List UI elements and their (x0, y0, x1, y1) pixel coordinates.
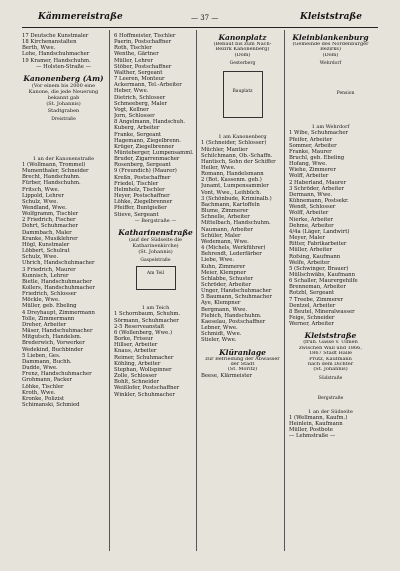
entry-line: Dietrich, Schlosser (114, 94, 166, 101)
entry-line: Ritter, Fabrikarbeiter (289, 241, 347, 248)
entry-line: Zolle, Schlosser (114, 373, 157, 380)
entry-line: Bohlt, Schneider (114, 379, 159, 386)
entry-line: 3 Friedrich, Maurer (22, 266, 76, 273)
street-info: Bezirk Kanonenberg) (215, 47, 270, 53)
location-sketch (289, 376, 372, 406)
entry-line: Meier, Klempner (201, 269, 246, 276)
entry-line: Dreher, Arbeiter (22, 321, 67, 328)
location-sketch (289, 61, 372, 121)
entry-line: Meyer, Maler (289, 235, 325, 242)
entry-line: 3 Schröder, Arbeiter (289, 185, 344, 192)
entry-line: Roth, Tischler (114, 45, 152, 52)
entry-line: 4 Dreyhaupt, Zimmermann (22, 309, 95, 316)
entry-line: Borke, Friseur (114, 336, 154, 343)
entry-line: Wenthe, Gärtner (114, 51, 159, 58)
entry-line: Werner, Arbeiter (289, 321, 334, 328)
entry-line: 3 (Schönbude, Kriminalb.) (201, 195, 272, 202)
entry-line: Bachmann, Kartoffeln (201, 201, 260, 208)
street-info: (Vor einem bis 2000 eine (31, 82, 96, 89)
entry-line: Stephan, Wollspinner (114, 366, 172, 373)
entry-line: Unger, Handschuhmacher (201, 288, 272, 295)
column-4 (289, 33, 372, 440)
entry-line: Kunnisch, Lehrer (22, 272, 69, 279)
entry-line: Wolfgramm, Tischler (22, 211, 79, 218)
entry-line: 1 (Schneider, Schlosser) (201, 140, 267, 147)
entry-line: Kuhn, Zimmerer (201, 263, 246, 270)
entry-line: Müllschwäbs, Kaufmann (289, 271, 355, 278)
entry-line: Ackermann, Tel.-Arbeiter (114, 82, 182, 89)
entry-line: Helmholz, Tischler (114, 186, 165, 193)
street-title-katharinenstrasse: Katharinenstraße (118, 227, 193, 237)
entry-line: Behrendt, Lederfärber (201, 251, 262, 258)
entry-line: Mumenthaler, Schneider (22, 168, 89, 175)
entry-line: 6 (Wollenberg, Wwe.) (114, 329, 173, 336)
sketch-text: Bauplatz (232, 89, 253, 95)
entry-line: Vogt, Kellner (114, 106, 149, 113)
entry-line: Liebe, Wwe. (201, 257, 235, 264)
header-rule (22, 27, 378, 28)
entry-line: 5 (Schwinger, Brauer) (289, 265, 349, 272)
entry-line: Vont, Wwe., Leihbüch. (201, 189, 262, 196)
cross-street-note: — Bergstraße — (134, 217, 177, 224)
entry-line: Mäser, Handschuhmacher (22, 328, 93, 335)
entry-line: Müchler, Mantier (201, 146, 248, 153)
entry-line: Müller, Arbeiter (289, 247, 333, 254)
entry-line: 8 Beutel, Mineralwasser (289, 308, 355, 315)
entry-line: Heyer, Postschaffner (114, 193, 170, 200)
entry-line: Sommer, Arbeiter (289, 142, 337, 149)
entry-line: — Lehmstraße — (289, 433, 336, 440)
entry-line: Rosenberg, Sergeant (114, 162, 171, 169)
entry-line: Paerin, Postschaffner (114, 39, 172, 46)
entry-line: Reimer, Schuhmacher (114, 354, 174, 361)
page-header (0, 14, 400, 26)
sketch-text: Pension (336, 91, 355, 97)
street-info: Stadtgraben (47, 107, 80, 114)
sketch-label: Dreistraße (51, 116, 76, 122)
sketch-label: Wehrdorf (319, 61, 342, 67)
street-info: (St. Johannis) (313, 367, 348, 373)
sketch-text: Am Teil (146, 271, 165, 277)
street-info: nach dem Dichter (307, 362, 354, 367)
entry-line: Schimanski, Schmied (22, 401, 80, 408)
entry-line: Wedemann, Wwe. (201, 238, 249, 245)
entry-line: 2 (Bot. Kassenm. geb.) (201, 177, 262, 184)
header-left-title: Kämmereistraße (38, 12, 123, 22)
entry-line: Dehme, Arbeiter (289, 222, 334, 229)
street-info: (St. Moritz) (227, 367, 258, 373)
cross-street-note: — Holsten-Straße — (36, 63, 91, 70)
entry-line: Högl, Kunstmaler (22, 241, 70, 248)
entry-line: Stieve, Sergeant (114, 211, 159, 218)
entry-line: Heber, Wwe. (114, 88, 149, 95)
entry-line: Uhrich, Handschuhmacher (22, 260, 95, 267)
entry-line: Müller, Lehrer (114, 57, 153, 64)
location-sketch (22, 117, 105, 153)
street-info: Bezirks) (320, 47, 341, 53)
entry-line: Heiler, Wwe. (201, 165, 236, 171)
entry-line: Berth, Wwe. (22, 45, 56, 52)
entry-line: Löbbert, Schulrat (22, 248, 70, 255)
street-info: Katharinenkirche) (132, 243, 179, 249)
entry-line: Pfeifer, Arbeiter (289, 136, 333, 143)
entry-line: 4 (Michels, Werkführer) (201, 245, 266, 252)
entry-line: 5 Lieben, Ges. (22, 352, 61, 359)
street-info: (Dom) (322, 52, 339, 58)
entry-line: 1 Schornbaum, Schuhm. (114, 311, 181, 318)
entry-line: Dudde, Wwe. (22, 365, 58, 372)
street-info: (St. Johannis) (46, 101, 81, 108)
entry-line: 1 (Wollmann, Trommel) (22, 161, 86, 168)
entry-line: Löhke, Tischler (22, 383, 64, 390)
location-sketch (114, 258, 197, 302)
entry-line: Hantisch, Sohn der Schiffer (201, 158, 276, 165)
column-divider (109, 30, 110, 551)
entry-line: Frenz, Handschuhmacher (22, 371, 92, 378)
street-title-kleiststrasse: Kleiststraße (304, 331, 357, 341)
sketch-box (136, 266, 176, 290)
entry-line: Wendland, Wwe. (22, 204, 67, 211)
entry-line: Junamt, Lumpensammler (201, 183, 269, 190)
entry-line: Krüger, Ziegelbrenner (114, 143, 175, 150)
entry-line: Dermann, Wwe. (289, 191, 333, 198)
street-info: (Gemeinde des Nordenburger (292, 42, 369, 47)
entry-line: Müller, geb. Ebeling (22, 303, 77, 310)
entry-line: Stieler, Wwe. (201, 337, 237, 344)
entry-line: Hillser, Arbeiter (114, 342, 158, 349)
entry-line: 2 Haberland, Maurer (289, 179, 347, 186)
entry-line: Schmeeberg, Maler (114, 100, 168, 107)
entry-line: Müller, Postbote (289, 427, 333, 434)
entry-line: Weißlofer, Postschaffner (114, 385, 180, 392)
column-divider (284, 30, 285, 551)
entry-line: Sörmann, Schuhmacher (114, 317, 179, 324)
entry-line: Kühnemann, Postsekr. (289, 198, 349, 205)
page-number: — 37 — (191, 14, 219, 22)
entry-line: Löhke, Ziegelbrenner (114, 199, 173, 206)
entry-line: Winkler, Schuhmacher (114, 391, 175, 398)
entry-line: 1 Wibe, Schuhmacher (289, 130, 349, 137)
entry-line: Brenneman, Arbeiter (289, 284, 346, 291)
street-info: bekannt gab (47, 95, 80, 102)
entry-line: 1 (Wellmann, Kaufm.) (289, 414, 348, 421)
entry-line: Hofang, Wwe. (289, 161, 327, 168)
street-info: (auf der Südseite die (128, 236, 183, 243)
entry-line: Schulz, Wwe. (22, 254, 59, 261)
entry-line: Schlabbe, Schuster (201, 275, 254, 282)
entry-line: Nierke, Arbeiter (289, 216, 334, 223)
entry-line: Aye, Klempner (201, 300, 241, 307)
street-info: (früh. Gasse v. Ulmen (303, 340, 358, 346)
entry-line: Kuberg, Arbeiter (114, 125, 160, 132)
entry-line: Dohrt, Schuhmacher (22, 223, 78, 230)
street-info: der Stadt (230, 361, 255, 367)
street-info: Prutz, Kaufmann (309, 356, 352, 362)
entry-line: Pfeiffer, Buntgießer (114, 205, 167, 212)
entry-line: Naumann, Arbeiter (201, 226, 253, 233)
street-info: Kanone, die jede Neuerung (28, 89, 99, 96)
column-2 (114, 33, 197, 398)
entry-line: Rotzbl, Sergeant (289, 290, 335, 297)
entry-line: 6 Hoffmeister, Tischler (114, 33, 176, 39)
entry-line: Dentzel, Arbeiter (289, 302, 336, 309)
entry-line: Rofsing, Kaufmann (289, 253, 341, 260)
entry-line: Bruchl, geb. Ebeling (289, 155, 345, 161)
entry-line: Bergmann, Wwe. (201, 306, 248, 313)
entry-line: Hagemann, Ziegelbrenn. (114, 137, 181, 144)
street-info: (Bebaut bis zum Nach- (213, 42, 272, 47)
entry-line: Friedrich, Schlosser (22, 291, 77, 298)
entry-line: Kranke, Musiklehrer (22, 235, 78, 242)
street-info: zur Befriedung der Abwässer (205, 356, 280, 362)
entry-line: Stöber, Postschaffner (114, 63, 172, 70)
entry-line: 18 Kirchenanstalten (22, 39, 77, 46)
entry-line: Heinlein, Kaufmann (289, 421, 343, 428)
entry-line: 5 Baumann, Schuhmacher (201, 294, 272, 301)
entry-line: Wendt, Schlosser (289, 204, 336, 211)
block-header: 1 an der Kanonenstraße (32, 155, 95, 162)
sketch-label: Gesterberg (229, 61, 256, 67)
column-1 (22, 33, 105, 408)
street-info: (Dom) (234, 52, 251, 58)
location-sketch (201, 61, 284, 131)
street-title-kanonplatz: Kanonplatz (218, 33, 267, 42)
entry-line: Schüler, Maler (201, 232, 241, 239)
entry-line: Münteberger, Lumpensamml. (114, 149, 194, 156)
entry-line: Schilchmann, Ob.-Schaffn. (201, 152, 273, 159)
entry-line: 8 Angelmann, Handschuh. (114, 119, 186, 126)
block-header: 1 an der Südseite (308, 408, 353, 415)
entry-line: Friedel, Tischler (114, 180, 159, 187)
entry-line: 7 Leeren, Monteur (114, 76, 165, 83)
entry-line: Fürber, Handschuhm. (22, 180, 81, 187)
entry-line: Bruder, Zigarrenmacher (114, 156, 180, 163)
entry-line: Kollers, Handschuhmacher (22, 285, 95, 291)
entry-line: Köhling, Arbeiter (114, 360, 161, 367)
entry-line: Brecht, Handschuhm. (22, 174, 81, 181)
street-title-kluranlage: Klüranlage (219, 347, 266, 357)
street-info: 1867 Stadt Halle (308, 351, 353, 357)
entry-line: 9 (Freundich) (Maurer) (114, 168, 177, 175)
entry-line: Wedekind, Buchbinder (22, 346, 83, 353)
entry-line: Schröder, Arbeiter (201, 281, 251, 288)
entry-line: Kreßn, Postschaffner (114, 174, 171, 181)
entry-line: Walther, Sergeant (114, 69, 163, 76)
entry-line: Mitgutsch, Handelsm. (22, 334, 82, 341)
entry-line: Schulz, Wwe. (22, 198, 59, 205)
entry-line: Franke, Maurer (289, 148, 332, 155)
entry-line: Kroth, Wwe. (22, 389, 56, 396)
entry-line: 6 Schaller, Maurergehilfe (289, 278, 358, 285)
entry-line: 17 Deutsche Kunstmaler (22, 33, 89, 39)
entry-line: Lebner, Wwe. (201, 325, 238, 332)
entry-line: Romann, Handelsmann (201, 171, 264, 178)
entry-line: Möckle, Wwe. (22, 297, 60, 304)
sketch-label: Südstraße (318, 375, 343, 381)
entry-line: Knaus, Arbeiter (114, 348, 157, 355)
entry-line: Wiehe, Zimmerer (289, 167, 336, 174)
street-info: (St. Johannis) (138, 249, 173, 256)
entry-line: Kronke, Polizist (22, 395, 65, 402)
block-header: 1 am Kanonenberg (218, 134, 267, 141)
entry-line: Schmidt, Wwe. (201, 331, 242, 338)
entry-line: Jorn, Schlosser (114, 113, 155, 120)
entry-line: Lippold, Lehrer (22, 192, 64, 199)
sketch-label: Gaspelstraße (140, 258, 171, 264)
entry-line: Dammann, Buchh. (22, 358, 72, 365)
entry-line: Welfe, Arbeiter (289, 259, 330, 266)
entry-line: Kaeselau, Postschaffner (201, 318, 266, 325)
entry-line: Fiebich, Handschuhm. (201, 312, 262, 319)
entry-line: Grohmann, Packer (22, 377, 73, 384)
street-title-kanonenberg: Kanonenberg (Am) (23, 73, 104, 83)
entry-line: Bietle, Handschuhmacher (22, 278, 92, 285)
block-header: 1 am Wehrdorf (311, 124, 350, 131)
entry-line: Fritsch, Wwe. (22, 186, 60, 193)
entry-line: Wolff, Arbeiter (289, 210, 329, 217)
entry-line: Mittelbach, Handschuhm. (201, 220, 271, 227)
entry-line: Tolle, Zimmermann (22, 315, 75, 322)
entry-line: 4/4a (Läger, Landwirt) (289, 228, 350, 235)
street-info: zwischen Wall und 1866, (299, 345, 362, 351)
sketch-text: Bergstraße (317, 395, 344, 401)
header-right-title: Kleiststraße (300, 12, 362, 22)
entry-line: Feige, Schneider (289, 315, 335, 322)
entry-line: 19 Kramer, Handschuhm. (22, 57, 91, 64)
entry-line: Dammbach, Maler (22, 229, 72, 236)
entry-line: 2 Friedrich, Fischer (22, 217, 76, 224)
entry-line: Brederwich, Vorwerker (22, 340, 85, 347)
street-title-kleinblankenburg: Kleinblankenburg (292, 33, 369, 42)
entry-line: 7 Treebe, Zimmerer (289, 296, 344, 303)
entry-line: Franke, Sergeant (114, 131, 162, 138)
entry-line: Schnelle, Arbeiter (201, 214, 250, 221)
column-3 (201, 33, 284, 379)
entry-line: Lohe, Handschuhmacher (22, 51, 90, 58)
entry-line: 2-5 Reserveanstalt (114, 323, 165, 330)
entry-line: Beese, Klärmeister (201, 372, 253, 379)
entry-line: Wolff, Arbeiter (289, 173, 329, 180)
block-header: 1 am Teich (141, 305, 170, 312)
entry-line: Blume, Zimmerer (201, 208, 249, 215)
